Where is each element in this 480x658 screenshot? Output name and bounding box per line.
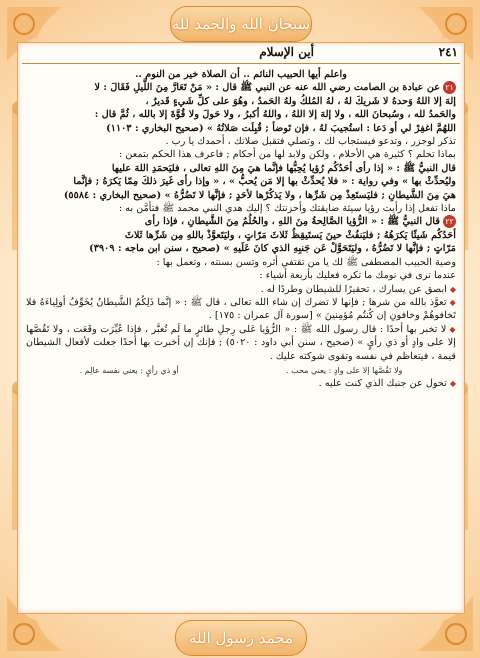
hadith-line: اللهُمَّ اغفِرْ لي أو دَعا : استُجيبَ لهُ ، فإن تَوضأ ; قُبِلَت صَلاتُهُ » (صحيح البخاري : ١١٠٣) bbox=[106, 122, 456, 134]
page-content bbox=[17, 42, 465, 614]
quote-line: وليُحدِّثْ بها » وفي رواية : « فلا يُحدِّثْ بها إلا مَن يُحبُّ » ، « وإذا رأى غَيرَ ذلكَ مِمّا يَكرَهُ ; فإنَّما bbox=[73, 176, 456, 188]
text-body bbox=[18, 64, 464, 391]
bullet-icon: ◆ bbox=[449, 379, 456, 389]
bullet-icon: ◆ bbox=[449, 324, 456, 334]
paragraph-line: ماذا تفعل إذا رأيت رؤيا سيئة ضايقتك وأحزنتك ؟ إليك هدي النبي محمد ﷺ فتأمَّن به : bbox=[118, 203, 456, 215]
hadith-line: ٢١عن عبادة بن الصامت رضي الله عنه عن النبي ﷺ قال : « مَنْ تَعَارَّ مِنَ اللَّيلِ فَقَالَ : لا bbox=[26, 81, 456, 94]
hadith-number-badge: ٢٢ bbox=[443, 215, 456, 228]
footnote: ولا تَقُصَّها إلا على وادٍ : يعني محب . bbox=[286, 365, 403, 375]
hadith-number-badge: ٢١ bbox=[443, 81, 456, 94]
bullet-icon: ◆ bbox=[449, 297, 456, 307]
paragraph-line: تذكر لوجزر ، وتدعو فيستجاب لك ، وتصلي فتقبل صلاتك ، أحمدك يا رب . bbox=[165, 136, 456, 148]
top-calligraphy-cartouche: سبحان الله والحمد لله bbox=[170, 6, 312, 42]
page-header bbox=[18, 43, 464, 63]
paragraph-line: بماذا تحلم ؟ كثيرة هي الأحلام ، ولكن ولابد لها من أحكام ; فاعرف هذا الحكم بتمعن : bbox=[119, 149, 456, 161]
quote-line: هيَ مِنَ الشَّيطانِ ; فليَستَعِذْ مِن شَرِّها ، ولا يَذكُرْها لأحَدٍ ; فإنَّها لا تَضُرُّهُ » (صحيح البخاري : ٥٥٨٤) bbox=[63, 189, 456, 201]
list-item: ◆تحول عن جنبك الذي كنت عليه . bbox=[318, 378, 456, 390]
list-item: ◆ابصق عن يسارك ، تحقيرًا للشيطان وطردًا له . bbox=[260, 283, 456, 295]
footnotes bbox=[26, 364, 456, 377]
footnote: أو ذي رأيٍ : يعني نفسه عالِم . bbox=[79, 365, 179, 375]
paragraph-line: عندما ترى في نومك ما تكره فعليك بأربعة أشياء : bbox=[259, 270, 456, 282]
section-subtitle: واعلم أيها الحبيب النائم .. أن الصلاة خير من النوم .. bbox=[135, 69, 347, 80]
hadith-line: إلهَ إلا اللهُ وَحدهُ لا شَريكَ لهُ ، لهُ المُلكُ ولهُ الحَمدُ ، وهُوَ على كلِّ شَيءٍ قَديرٌ ، bbox=[145, 95, 456, 107]
running-title: أين الإسلام bbox=[259, 45, 314, 59]
hadith-line: ٢٢قال النبيُّ ﷺ : « الرُّؤيا الصَّالِحةُ مِنَ اللهِ ، والحُلُمُ مِنَ الشَّيطانِ ، فإذا رأى bbox=[26, 215, 456, 228]
list-item: ◆لا تخبر بها أحدًا : قال رسول الله ﷺ : « الرُّؤيا عَلى رِجلِ طائرٍ ما لَم تُعبَّر ، فإذا عُبِّرَت وقَعَت ، ولا تَقُصَّها إلا على وادٍ أو ذي رأيٍ » (صحيح ، سنن أبي داود : ٥٠٢٠) ; فإنك إن أخبرت بها أحدًا جعلت لأفعال الشيطان قيمة ، فيتعاظم في نفسه وتقوى شوكته عليك . bbox=[26, 323, 456, 362]
hadith-line: والحَمدُ لله ، وسُبحانَ الله ، ولا إلهَ إلا اللهُ ، واللهُ أكبرُ ، ولا حَولَ ولا قُوَّةَ إلا بالله ، ثُمَّ قال : bbox=[94, 109, 456, 121]
hadith-line: مَرّاتٍ ; فإنَّها لا تَضُرُّهُ ، وليَتَحَوَّلْ عَن جَنبِهِ الذي كانَ عَلَيهِ » (صحيح ، سنن ابن ماجه : ٣٩٠٩) bbox=[89, 243, 456, 255]
hadith-line: أحَدُكُم شَيئًا يَكرَهُهُ ; فليَنفُثْ حينَ يَستَيقِظُ ثَلاثَ مَرّاتٍ ، وليَتَعوَّذْ باللهِ مِن شَرِّها ثَلاثَ bbox=[124, 229, 456, 241]
page-number: ٢٤١ bbox=[438, 45, 458, 59]
bottom-calligraphy-cartouche: محمد رسول الله bbox=[175, 620, 307, 656]
list-item: ◆تعوَّذ بالله من شرها ; فإنها لا تضرك إن شاء الله تعالى ، قال ﷺ : « إنَّما ذَلِكُمُ الشَّيطانُ يُخَوِّفُ أولِياءَهُ فلا تَخافوهُمْ وخافونِ إن كُنتُم مُؤمِنينَ » [سورة آل عمران : ١٧٥] . bbox=[26, 296, 456, 322]
paragraph-line: وصية الحبيب المصطفى ﷺ لك يا من تقتفي أثره وتسن بسنته ، وتعمل بها : bbox=[156, 256, 456, 268]
bullet-icon: ◆ bbox=[449, 284, 456, 294]
quote-line: قال النبيُّ ﷺ : « إذا رأى أحَدُكُم رُؤيا يُحِبُّها فإنَّما هيَ مِنَ اللهِ تعالى ، فليَحمَدِ اللهَ عليها bbox=[111, 162, 456, 174]
